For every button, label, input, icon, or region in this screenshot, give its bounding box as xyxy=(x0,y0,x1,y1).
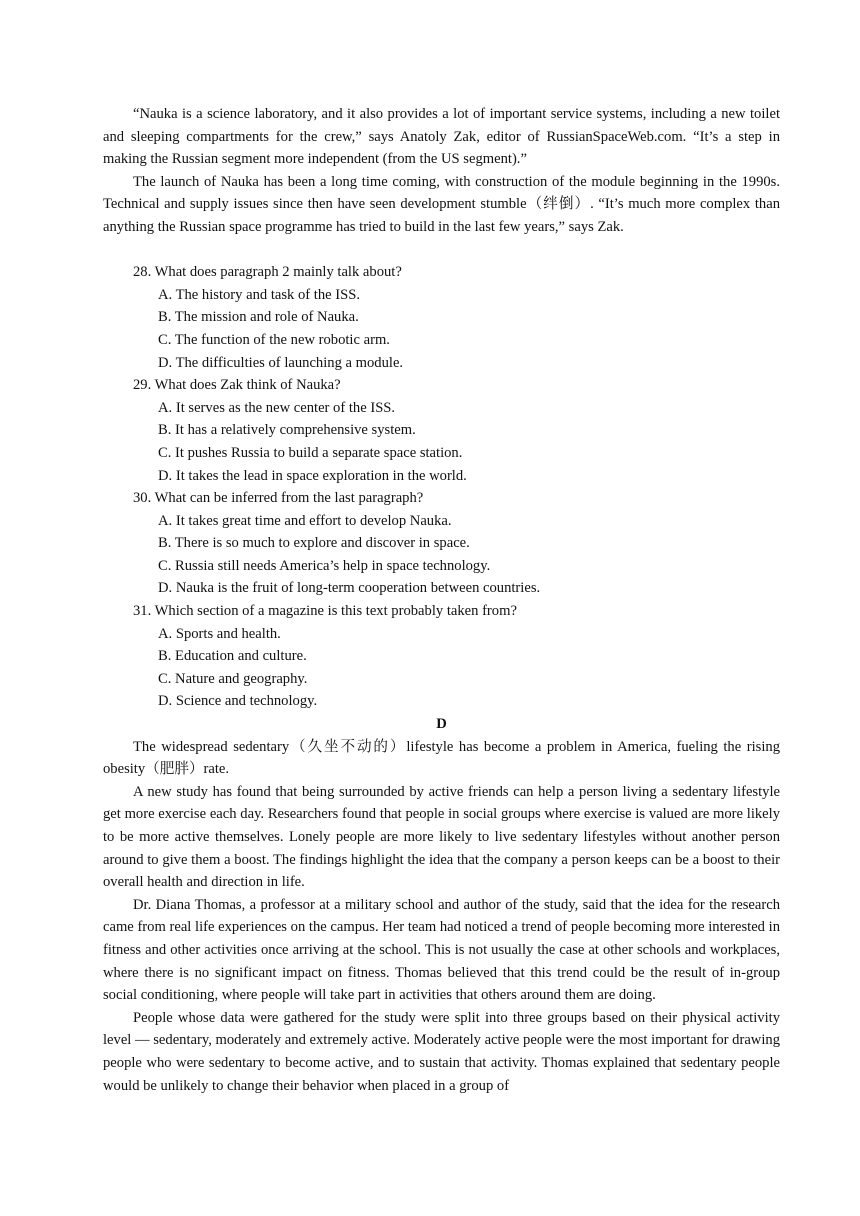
answer-option: C. Nature and geography. xyxy=(158,670,308,687)
answer-option: B. Education and culture. xyxy=(158,648,307,665)
answer-option: C. Russia still needs America’s help in space technology. xyxy=(158,557,491,574)
question-stem: 30. What can be inferred from the last paragraph? xyxy=(133,490,424,507)
question-31 xyxy=(103,600,780,713)
answer-option: B. It has a relatively comprehensive system. xyxy=(158,422,416,439)
answer-option: A. It serves as the new center of the ISS. xyxy=(158,399,396,416)
passage-c-paragraph: The launch of Nauka has been a long time coming, with construction of the module beginning in the 1990s. Technical and supply issues since then have seen development stumble（绊倒）. “It’s much more complex than anything the Russian space programme has tried to build in the last few years,” says Zak. xyxy=(103,173,780,235)
question-stem: 28. What does paragraph 2 mainly talk about? xyxy=(133,264,402,281)
answer-option: D. Science and technology. xyxy=(158,693,318,710)
passage-d-paragraph: Dr. Diana Thomas, a professor at a military school and author of the study, said that the idea for the research came from real life experiences on the campus. Her team had noticed a trend of people becoming more interested in fitness and other activities once arriving at the school. This is not usually the case at other schools and workplaces, where there is no significant impact on fitness. Thomas believed that this trend could be the result of in-group social conditioning, where people will take part in activities that others around them are doing. xyxy=(103,896,780,1004)
answer-option: D. Nauka is the fruit of long-term cooperation between countries. xyxy=(158,580,541,597)
answer-option: B. The mission and role of Nauka. xyxy=(158,309,359,326)
answer-option: A. It takes great time and effort to develop Nauka. xyxy=(158,512,452,529)
blank-line xyxy=(103,239,780,262)
document-page xyxy=(103,103,780,1097)
passage-d-paragraph: The widespread sedentary（久坐不动的）lifestyle has become a problem in America, fueling the rising obesity（肥胖）rate. xyxy=(103,738,780,778)
answer-option: D. It takes the lead in space exploration in the world. xyxy=(158,467,467,484)
answer-option: B. There is so much to explore and discover in space. xyxy=(158,535,470,552)
answer-option: A. Sports and health. xyxy=(158,625,281,642)
answer-option: D. The difficulties of launching a module. xyxy=(158,354,404,371)
passage-d-paragraph: People whose data were gathered for the study were split into three groups based on their physical activity level — sedentary, moderately and extremely active. Moderately active people were the most important for drawing people who were sedentary to become active, and to sustain that activity. Thomas explained that sedentary people would be unlikely to change their behavior when placed in a group of xyxy=(103,1009,780,1094)
passage-c-paragraph: “Nauka is a science laboratory, and it also provides a lot of important service systems, including a new toilet and sleeping compartments for the crew,” says Anatoly Zak, editor of RussianSpaceWeb.com. “It’s a step in making the Russian segment more independent (from the US segment).” xyxy=(103,106,780,168)
question-30 xyxy=(103,487,780,600)
question-28 xyxy=(103,261,780,374)
answer-option: A. The history and task of the ISS. xyxy=(158,286,360,303)
section-heading: D xyxy=(436,716,447,733)
question-stem: 31. Which section of a magazine is this text probably taken from? xyxy=(133,603,517,620)
passage-d-paragraph: A new study has found that being surrounded by active friends can help a person living a sedentary lifestyle get more exercise each day. Researchers found that people in social groups where exercise is valued are more likely to be more active themselves. Lonely people are more likely to live sedentary lifestyles without another person around to give them a boost. The findings highlight the idea that the company a person keeps can be a boost to their overall health and direction in life. xyxy=(103,783,780,891)
question-stem: 29. What does Zak think of Nauka? xyxy=(133,377,341,394)
answer-option: C. The function of the new robotic arm. xyxy=(158,331,390,348)
question-29 xyxy=(103,374,780,487)
answer-option: C. It pushes Russia to build a separate space station. xyxy=(158,444,463,461)
